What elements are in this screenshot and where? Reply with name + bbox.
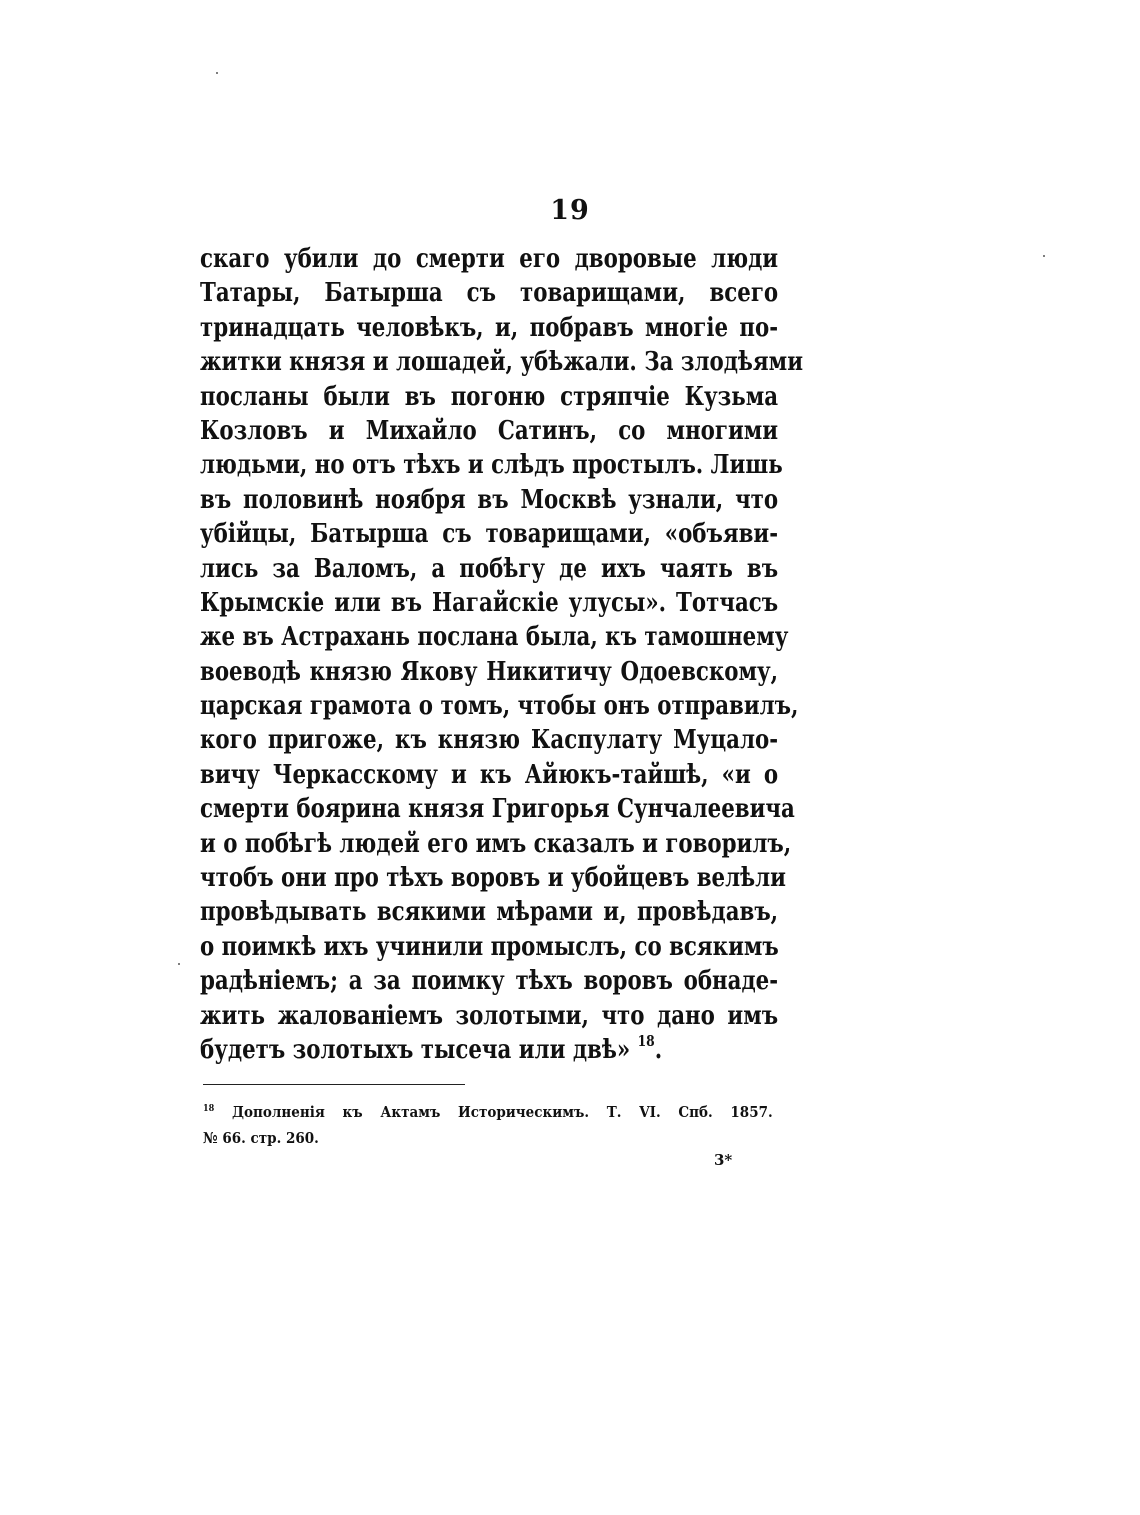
text-line: въ половинѣ ноября въ Москвѣ узнали, что — [200, 484, 779, 515]
text-line: чтобъ они про тѣхъ воровъ и убойцевъ велѣли — [200, 863, 786, 894]
footnote-text: Дополненія къ Актамъ Историческимъ. Т. VI. Спб. 1857. — [214, 1103, 773, 1121]
text-line-last — [200, 1033, 674, 1067]
page-number: 19 — [550, 195, 590, 226]
scan-speck — [1043, 255, 1045, 257]
text-line: царская грамота о томъ, чтобы онъ отправилъ, — [200, 691, 799, 722]
text-line: Козловъ и Михайло Сатинъ, со многими — [200, 415, 779, 446]
footnote-marker: 18 — [203, 1104, 215, 1114]
signature-mark: 3* — [714, 1151, 733, 1169]
text-line: смерти боярина князя Григорья Сунчалеевича — [200, 794, 795, 825]
text-line: кого пригоже, къ князю Каспулату Муцало- — [200, 725, 779, 756]
text-line: Татары, Батырша съ товарищами, всего — [200, 278, 779, 309]
footnote-reference: 18 — [637, 1031, 655, 1050]
footnote-divider — [203, 1084, 465, 1085]
text-line: людьми, но отъ тѣхъ и слѣдъ простылъ. Лишь — [200, 450, 783, 481]
text-line: провѣдывать всякими мѣрами и, провѣдавъ, — [200, 897, 779, 928]
text-line: убійцы, Батырша съ товарищами, «объяви- — [200, 519, 779, 550]
text-line: житки князя и лошадей, убѣжали. За злодѣями — [200, 347, 804, 378]
last-line-period: . — [654, 1034, 663, 1065]
text-line: тринадцать человѣкъ, и, побравъ многіе по- — [200, 312, 779, 343]
text-line: о поимкѣ ихъ учинили промыслъ, со всякимъ — [200, 931, 779, 962]
footnote-line: № 66. стр. 260. — [203, 1129, 319, 1147]
last-line-text: будетъ золотыхъ тысеча или двѣ» — [200, 1034, 638, 1065]
text-line: Крымскіе или въ Нагайскіе улусы». Тотчасъ — [200, 587, 779, 618]
text-line: лись за Валомъ, а побѣгу де ихъ чаять въ — [200, 553, 779, 584]
footnote — [203, 1099, 773, 1151]
text-line: воеводѣ князю Якову Никитичу Одоевскому, — [200, 656, 779, 687]
scan-speck — [216, 72, 218, 74]
body-text — [200, 242, 804, 1067]
text-line: радѣніемъ; а за поимку тѣхъ воровъ обнаде- — [200, 966, 779, 997]
text-line: жить жалованіемъ золотыми, что дано имъ — [200, 1000, 779, 1031]
scan-speck — [178, 963, 180, 965]
footnote-line — [203, 1099, 773, 1125]
text-line: вичу Черкасскому и къ Айюкъ-тайшѣ, «и о — [200, 759, 779, 790]
text-line: же въ Астрахань послана была, къ тамошнему — [200, 622, 789, 653]
text-line: и о побѣгѣ людей его имъ сказалъ и говорилъ, — [200, 828, 792, 859]
text-line: посланы были въ погоню стряпчіе Кузьма — [200, 381, 779, 412]
text-line: скаго убили до смерти его дворовые люди — [200, 244, 779, 274]
